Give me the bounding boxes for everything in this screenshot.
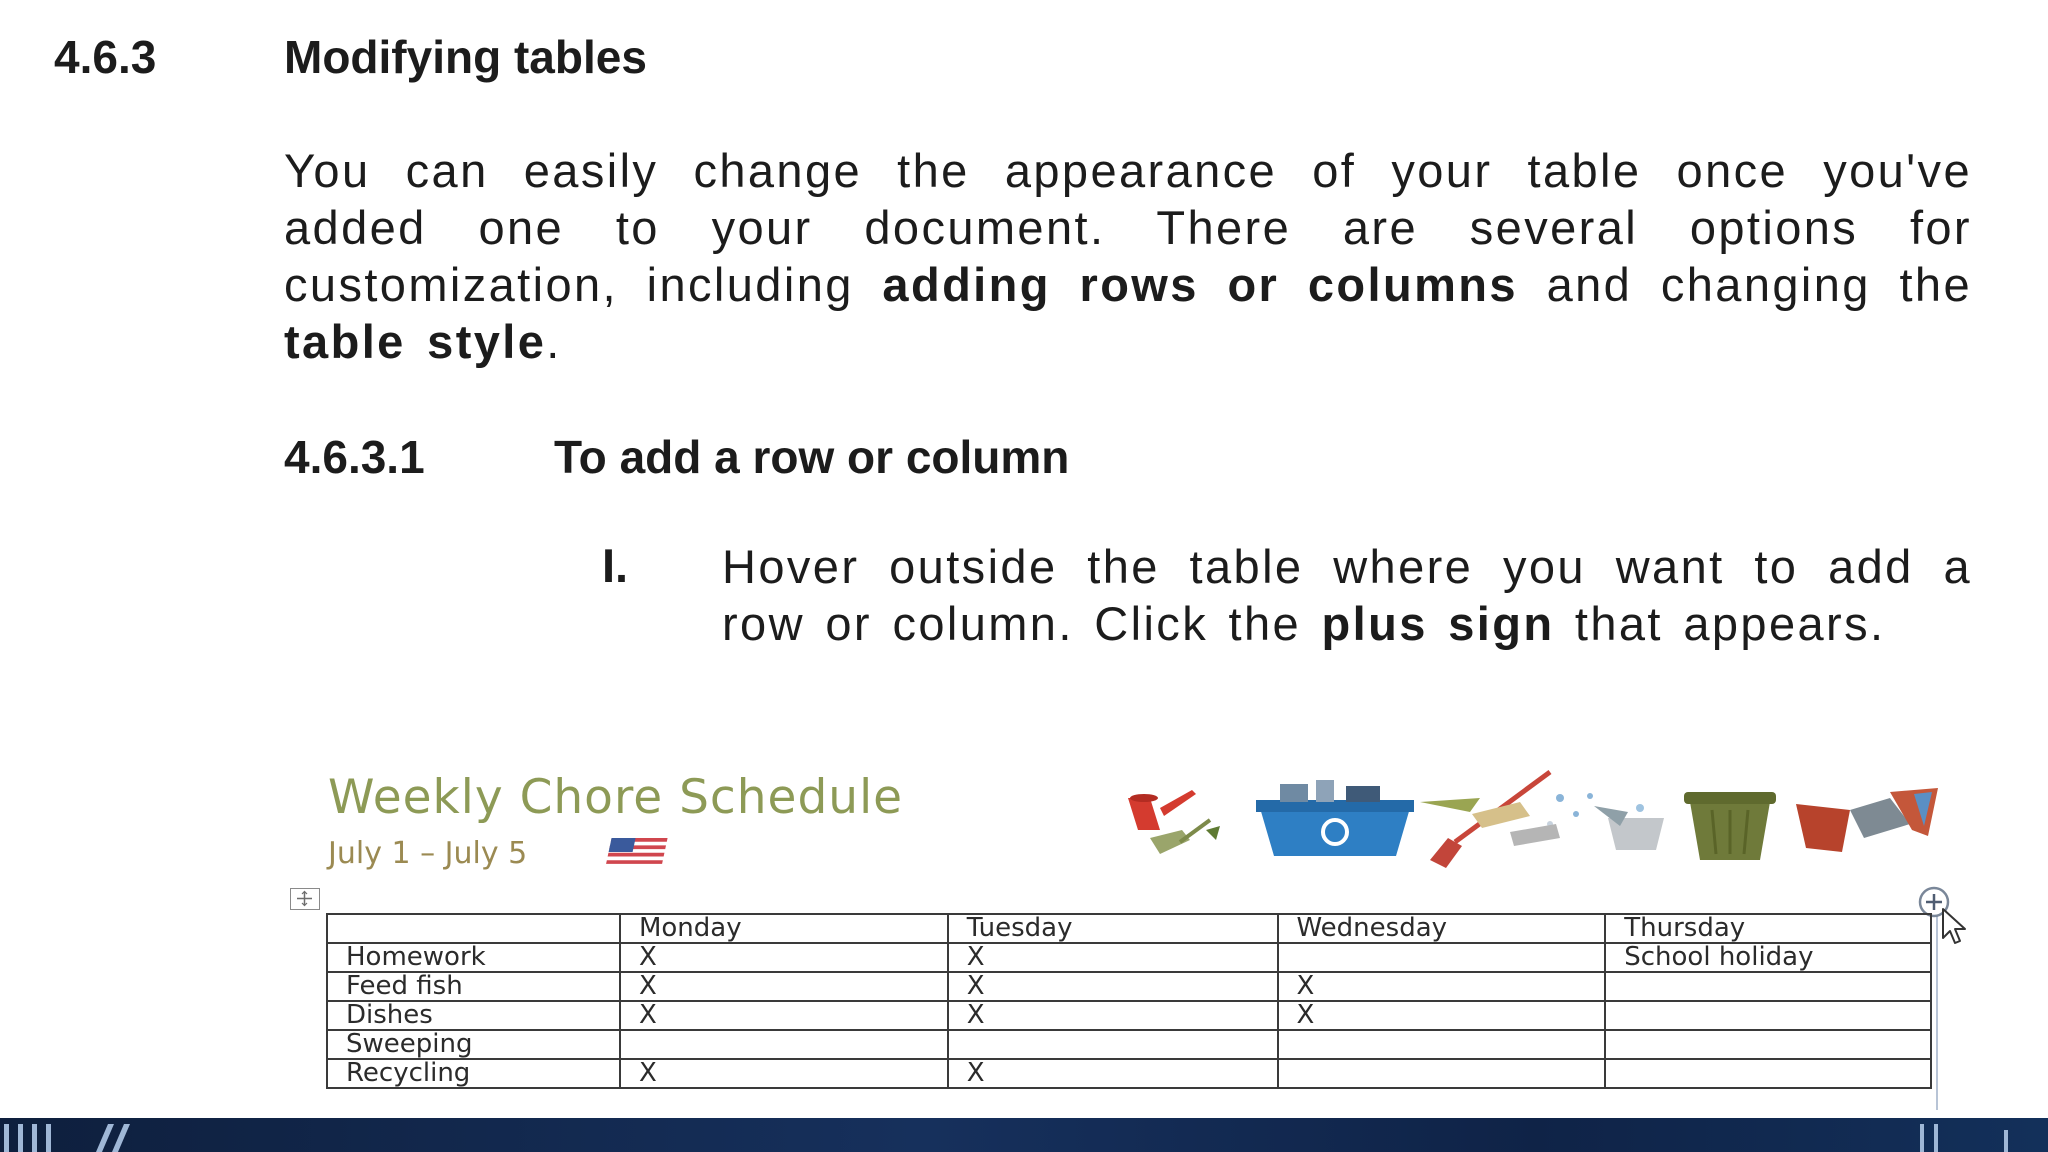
- table-cell[interactable]: [1605, 1030, 1931, 1059]
- table-cell[interactable]: School holiday: [1605, 943, 1931, 972]
- table-cell[interactable]: X: [1278, 1001, 1606, 1030]
- cleaning-supplies-illustration: [1120, 768, 1940, 868]
- intro-bold-rows-columns: adding rows or columns: [882, 258, 1518, 311]
- table-row: [327, 1001, 1931, 1030]
- intro-text: .: [546, 315, 562, 368]
- table-cell[interactable]: X: [620, 1001, 948, 1030]
- table-row: [327, 1030, 1931, 1059]
- table-cell[interactable]: X: [948, 1059, 1278, 1088]
- chore-schedule-table: [326, 913, 1932, 1089]
- step-marker: I.: [602, 539, 629, 592]
- table-cell[interactable]: X: [620, 943, 948, 972]
- table-cell[interactable]: X: [620, 972, 948, 1001]
- table-cell[interactable]: [620, 1030, 948, 1059]
- table-cell[interactable]: Dishes: [327, 1001, 620, 1030]
- table-cell[interactable]: X: [1278, 972, 1606, 1001]
- table-row: [327, 1059, 1931, 1088]
- table-cell[interactable]: [948, 1030, 1278, 1059]
- header-cell[interactable]: Thursday: [1605, 914, 1931, 943]
- intro-text: and changing the: [1517, 258, 1972, 311]
- header-cell[interactable]: Tuesday: [948, 914, 1278, 943]
- section-number: 4.6.3: [54, 31, 157, 83]
- table-header-row: [327, 914, 1931, 943]
- table-cell[interactable]: X: [948, 943, 1278, 972]
- table-cell[interactable]: [1605, 1001, 1931, 1030]
- step-bold-plus-sign: plus sign: [1321, 597, 1555, 650]
- table-cell[interactable]: [1278, 1059, 1606, 1088]
- footer-decoration: [0, 1118, 2048, 1152]
- header-cell[interactable]: [327, 914, 620, 943]
- table-cell[interactable]: [1605, 1059, 1931, 1088]
- header-cell[interactable]: Monday: [620, 914, 948, 943]
- table-cell[interactable]: Sweeping: [327, 1030, 620, 1059]
- subsection-title: To add a row or column: [554, 431, 1070, 483]
- table-row: [327, 972, 1931, 1001]
- table-cell[interactable]: [1278, 943, 1606, 972]
- chore-schedule-dates: July 1 – July 5: [328, 836, 528, 871]
- step-text: [722, 538, 1972, 652]
- table-move-handle-icon[interactable]: [290, 888, 320, 910]
- section-title: Modifying tables: [284, 31, 647, 83]
- insert-indicator-line: [1936, 910, 1938, 1110]
- step-text-part: Hover outside the table where you want to add a row or column. Click the: [722, 540, 1972, 650]
- intro-text: You can easily change the appearance of your table once you've added one to your document. There are several options for customization, including: [284, 144, 1972, 311]
- header-cell[interactable]: Wednesday: [1278, 914, 1606, 943]
- step-text-part: that appears.: [1554, 597, 1886, 650]
- mouse-pointer-icon: [1940, 906, 1974, 946]
- table-cell[interactable]: [1605, 972, 1931, 1001]
- table-cell[interactable]: X: [620, 1059, 948, 1088]
- subsection-number: 4.6.3.1: [284, 431, 425, 483]
- table-cell[interactable]: [1278, 1030, 1606, 1059]
- table-cell[interactable]: X: [948, 972, 1278, 1001]
- chore-schedule-title: Weekly Chore Schedule: [328, 770, 904, 825]
- intro-bold-table-style: table style: [284, 315, 547, 368]
- table-row: [327, 943, 1931, 972]
- table-cell[interactable]: Feed fish: [327, 972, 620, 1001]
- table-cell[interactable]: X: [948, 1001, 1278, 1030]
- table-cell[interactable]: Homework: [327, 943, 620, 972]
- intro-paragraph: [284, 142, 1972, 370]
- us-flag-icon: [606, 836, 670, 866]
- table-cell[interactable]: Recycling: [327, 1059, 620, 1088]
